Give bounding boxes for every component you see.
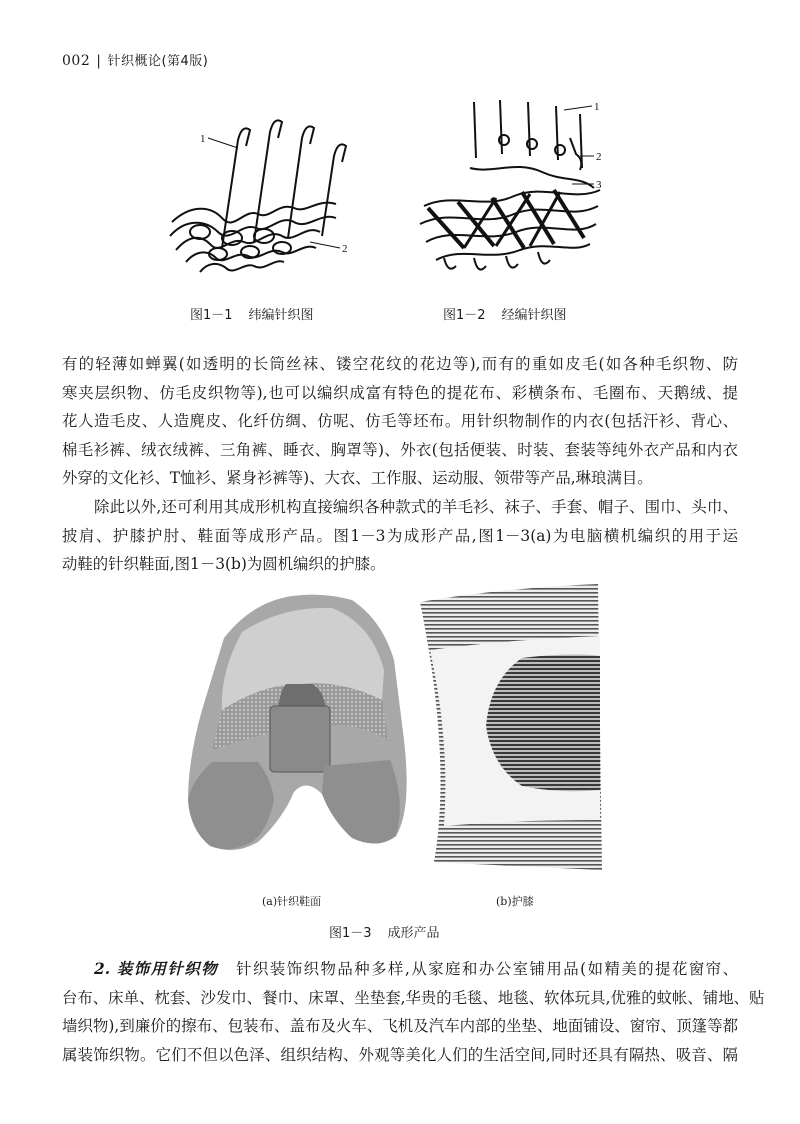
text-line: 有的轻薄如蝉翼(如透明的长筒丝袜、镂空花纹的花边等),而有的重如皮毛(如各种毛织物、防 (62, 355, 738, 373)
text-line: 台布、床单、枕套、沙发巾、餐巾、床罩、坐垫套,华贵的毛毯、地毯、软体玩具,优雅的蚊帐、铺地、贴 (62, 988, 765, 1007)
figure-1-1-caption: 图1－1 纬编针织图 (190, 308, 314, 323)
figure-1-3a-label: (a)针织鞋面 (262, 895, 322, 908)
text-line: 墙织物),到廉价的擦布、包装布、盖布及火车、飞机及汽车内部的坐垫、地面铺设、窗帘、顶篷等都 (62, 1017, 738, 1036)
section-heading: 2. 装饰用针织物 (94, 960, 219, 978)
knitted-shoe-upper-photo (182, 580, 407, 880)
figure-shaped-products (182, 580, 612, 900)
text-line: 属装饰织物。它们不但以色泽、组织结构、外观等美化人们的生活空间,同时还具有隔热、吸音、隔 (62, 1045, 738, 1064)
knee-pad-photo (420, 584, 602, 870)
section-decorative-fabrics (62, 955, 765, 1069)
text-line: 除此以外,还可利用其成形机构直接编织各种款式的羊毛衫、袜子、手套、帽子、围巾、头巾、 (94, 498, 738, 516)
figure-warp-knitting (404, 98, 614, 283)
book-title: 针织概论(第4版) (107, 54, 209, 69)
paragraph-shaped-products (62, 493, 738, 579)
header-separator: | (96, 53, 102, 69)
page-number: 002 (62, 53, 91, 69)
figure-1-3-caption: 图1－3 成形产品 (329, 926, 440, 941)
running-header (62, 50, 208, 69)
text-line: 动鞋的针织鞋面,图1－3(b)为圆机编织的护膝。 (62, 555, 386, 574)
text-line: 花人造毛皮、人造麂皮、化纤仿绸、仿呢、仿毛等坯布。用针织物制作的内衣(包括汗衫、背心、 (62, 412, 738, 431)
text-line: 2. 装饰用针织物 针织装饰织物品种多样,从家庭和办公室铺用品(如精美的提花窗帘、 (94, 960, 738, 978)
fig1-2-label-2: 2 (596, 151, 602, 163)
text-line: 棉毛衫裤、绒衣绒裤、三角裤、睡衣、胸罩等)、外衣(包括便装、时装、套装等纯外衣产品和内衣 (62, 440, 738, 459)
text-line: 外穿的文化衫、T恤衫、紧身衫裤等)、大衣、工作服、运动服、领带等产品,琳琅满目。 (62, 469, 653, 488)
figure-weft-knitting (160, 110, 365, 280)
fig1-1-label-2: 2 (342, 243, 348, 255)
figure-1-2-caption: 图1－2 经编针织图 (443, 308, 567, 323)
figure-1-3b-label: (b)护膝 (496, 895, 534, 908)
fig1-1-label-1: 1 (200, 133, 206, 145)
text-line: 寒夹层织物、仿毛皮织物等),也可以编织成富有特色的提花布、彩横条布、毛圈布、天鹅绒、提 (62, 383, 738, 402)
paragraph-knit-fabrics (62, 350, 738, 493)
fig1-2-label-1: 1 (594, 101, 600, 113)
text-line: 披肩、护膝护肘、鞋面等成形产品。图1－3为成形产品,图1－3(a)为电脑横机编织的用于运 (62, 526, 738, 545)
fig1-2-label-3: 3 (596, 179, 602, 191)
